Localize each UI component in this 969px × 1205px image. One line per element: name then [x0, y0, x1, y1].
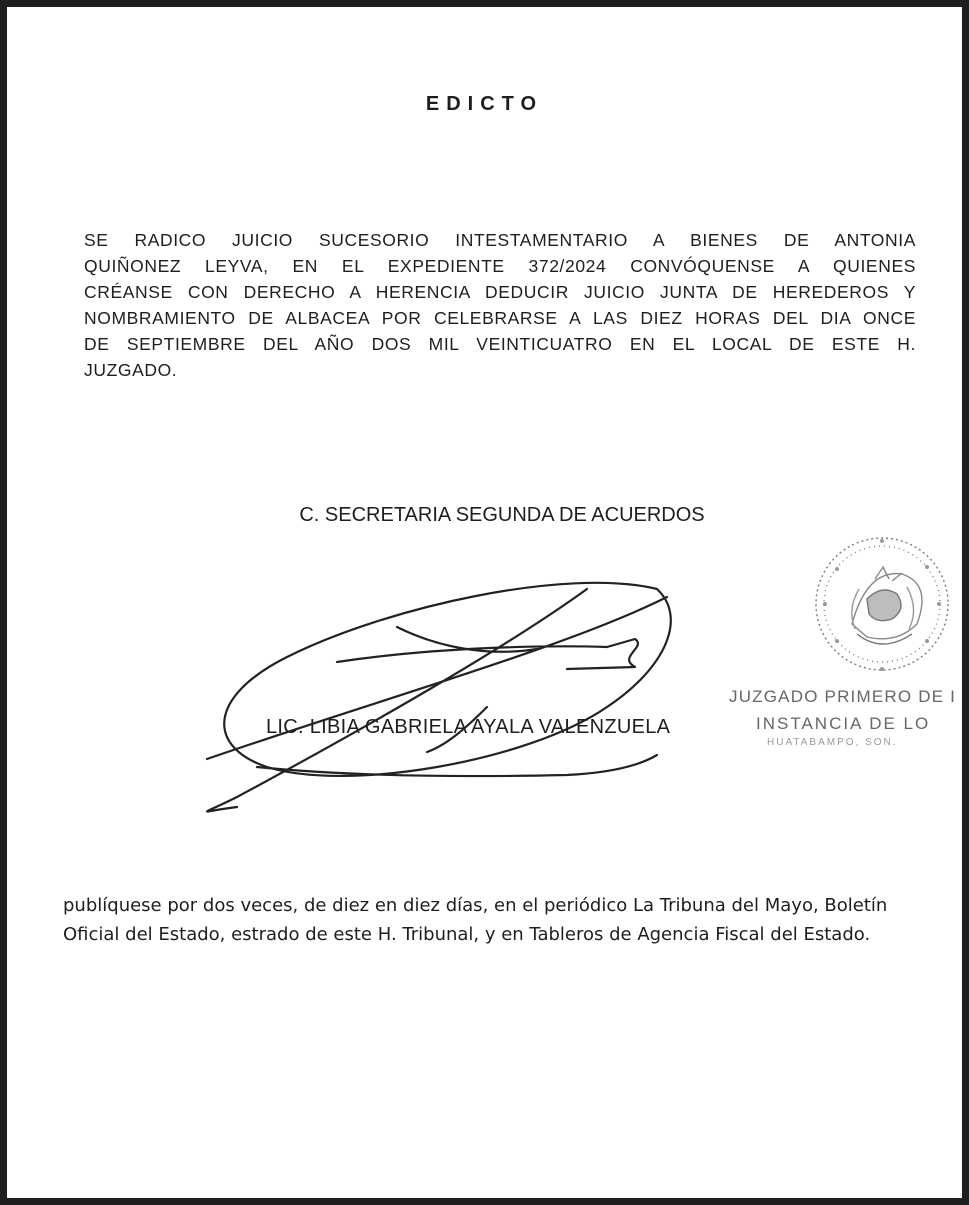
- body-line: JUZGADO.: [84, 360, 178, 380]
- signer-name: LIC. LIBIA GABRIELA AYALA VALENZUELA: [266, 716, 671, 738]
- signer-title: C. SECRETARIA SEGUNDA DE ACUERDOS: [299, 504, 705, 526]
- body-line: DE SEPTIEMBRE DEL AÑO DOS MIL VEINTICUATRO EN EL LOCAL DE ESTE H.: [84, 334, 916, 354]
- body-line: NOMBRAMIENTO DE ALBACEA POR CELEBRARSE A LAS DIEZ HORAS DEL DIA ONCE: [84, 308, 916, 328]
- body-line: CRÉANSE CON DERECHO A HERENCIA DEDUCIR JUICIO JUNTA DE HEREDEROS Y: [84, 282, 916, 302]
- document-title: EDICTO: [425, 93, 544, 115]
- publication-note: publíquese por dos veces, de diez en diez días, en el periódico La Tribuna del Mayo, Boletín Oficial del Estado, estrado de este H. Tribunal, y en Tableros de Agencia Fiscal del Estado.: [63, 895, 888, 945]
- body-line: SE RADICO JUICIO SUCESORIO INTESTAMENTARIO A BIENES DE ANTONIA: [84, 230, 916, 250]
- edict-body: [84, 227, 916, 383]
- mexican-coat-of-arms-seal-icon: [797, 529, 967, 679]
- court-stamp-line: JUZGADO PRIMERO DE I: [729, 687, 957, 706]
- court-stamp-line: INSTANCIA DE LO: [756, 714, 931, 733]
- court-stamp: [729, 683, 969, 749]
- body-line: QUIÑONEZ LEYVA, EN EL EXPEDIENTE 372/2024 CONVÓQUENSE A QUIENES: [84, 256, 916, 276]
- court-stamp-line: HUATABAMPO, SON.: [767, 737, 898, 748]
